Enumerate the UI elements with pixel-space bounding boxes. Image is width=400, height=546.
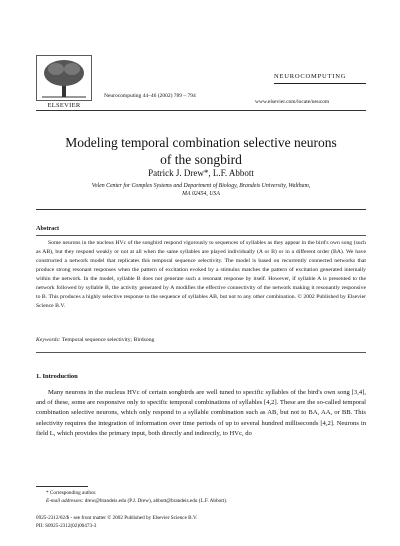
abstract-head-rule xyxy=(36,235,366,236)
abstract-bottom-rule xyxy=(36,352,366,353)
affiliation xyxy=(60,182,342,198)
email-addresses[interactable]: drew@brandeis.edu (P.J. Drew), abbott@brandeis.edu (L.F. Abbott). xyxy=(84,498,228,504)
issn-line: 0925-2312/02/$ - see front matter © 2002 Published by Elsevier Science B.V. xyxy=(36,515,198,521)
title-line-1: Modeling temporal combination selective neurons xyxy=(65,135,337,150)
journal-url[interactable]: www.elsevier.com/locate/neucom xyxy=(255,99,330,105)
journal-citation: Neurocomputing 44–46 (2002) 789 – 794 xyxy=(104,93,196,99)
email-label: E-mail addresses: xyxy=(46,498,84,504)
journal-brand: NEUROCOMPUTING xyxy=(274,73,347,80)
brand-rule xyxy=(274,83,366,84)
article-title xyxy=(36,134,366,168)
introduction-heading: 1. Introduction xyxy=(36,373,78,380)
corresponding-author-note: * Corresponding author. xyxy=(46,490,97,496)
author-list: Patrick J. Drew*, L.F. Abbott xyxy=(148,168,254,178)
keywords-value: Temporal sequence selectivity; Birdsong xyxy=(61,337,155,343)
affiliation-line-1: Volen Center for Complex Systems and Department of Biology, Brandeis University, Waltham, xyxy=(91,183,311,189)
abstract-top-rule xyxy=(36,209,366,210)
publisher-name: ELSEVIER xyxy=(47,102,81,109)
pii-line: PII: S0925-2312(02)00473-3 xyxy=(36,523,97,529)
title-line-2: of the songbird xyxy=(160,152,242,167)
elsevier-tree-icon xyxy=(36,55,92,101)
publisher-logo xyxy=(36,55,92,109)
abstract-heading: Abstract xyxy=(36,225,60,232)
abstract-text: Some neurons in the nucleus HVc of the songbird respond vigorously to sequences of syllables as they appear in the bird's own song (such as AB), but they respond weakly or not at all when the same syllables are played individually (A or B) or in a different order (BA). We have constructed a network model that replicates this temporal sequence selectivity. The model is based on recurrently connected networks that produce strong resonant responses when the pattern of excitation evoked by a stimulus matches the pattern of excitation generated internally within the network. In the model, syllable B does not generate such a resonant response by itself. However, if syllable A is presented to the network followed by syllable B, the activity generated by A modifies the effective connectivity of the network making it resonantly responsive to B. This produces a highly selective response to the sequence of syllables AB, but not to any other combination. © 2002 Published by Elsevier Science B.V. xyxy=(36,240,366,309)
keywords-line xyxy=(36,337,154,343)
keywords-label: Keywords: xyxy=(36,337,61,343)
header-divider xyxy=(36,110,366,111)
email-note xyxy=(46,498,227,504)
introduction-text: Many neurons in the nucleus HVc of certain songbirds are well tuned to specific syllables of the bird's own song [3,4], and of these, some are responsive only to specific temporal combinations of syllables [4,2]. These are the so-called temporal combination selective neurons, which only respond to a syllable combination such as AB, but not to BA, AA, or BB. This selectivity requires the integration of information over time periods of up to several hundred milliseconds [4,2]. Neurons in field L, which provides the primary input, both directly and indirectly, to HVc, do xyxy=(36,389,366,437)
footnote-rule xyxy=(36,486,88,487)
affiliation-line-2: MA 02454, USA xyxy=(182,191,220,197)
